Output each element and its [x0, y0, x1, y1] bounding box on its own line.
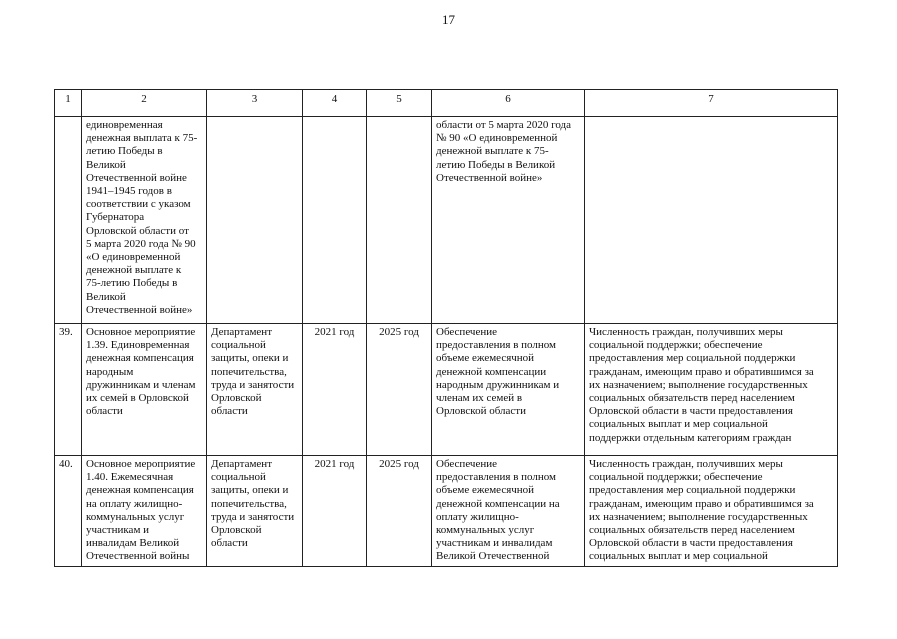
- row-number-cell: 39.: [55, 324, 82, 456]
- end-year-cell: 2025 год: [367, 324, 432, 456]
- executor-cell: Департамент социальной защиты, опеки и попечительства, труда и занятости Орловской области: [207, 456, 303, 567]
- executor-cell: Департамент социальной защиты, опеки и попечительства, труда и занятости Орловской области: [207, 324, 303, 456]
- expected-result-cell: области от 5 марта 2020 года № 90 «О единовременной денежной выплате к 75- летию Победы в Великой Отечественной войне»: [432, 117, 585, 324]
- column-header: 4: [303, 90, 367, 117]
- start-year-cell: 2021 год: [303, 324, 367, 456]
- column-header: 7: [585, 90, 838, 117]
- start-year-cell: 2021 год: [303, 456, 367, 567]
- column-header: 1: [55, 90, 82, 117]
- indicators-cell: [585, 117, 838, 324]
- table-row: [55, 117, 838, 324]
- column-header: 5: [367, 90, 432, 117]
- event-name-cell: Основное мероприятие 1.40. Ежемесячная денежная компенсация на оплату жилищно- коммунальных услуг участникам и инвалидам Великой Отечественной войны: [82, 456, 207, 567]
- column-header: 6: [432, 90, 585, 117]
- column-header: 3: [207, 90, 303, 117]
- start-year-cell: [303, 117, 367, 324]
- indicators-cell: Численность граждан, получивших меры социальной поддержки; обеспечение предоставления мер социальной поддержки гражданам, имеющим право и обратившимся за их назначением; выполнение государственных социальных обязательств перед населением Орловской области в части предоставления социальных выплат и мер социальной поддержки отдельным категориям граждан: [585, 324, 838, 456]
- expected-result-cell: Обеспечение предоставления в полном объеме ежемесячной денежной компенсации народным дружинникам и членам их семей в Орловской области: [432, 324, 585, 456]
- end-year-cell: 2025 год: [367, 456, 432, 567]
- event-name-cell: Основное мероприятие 1.39. Единовременная денежная компенсация народным дружинникам и членам их семей в Орловской области: [82, 324, 207, 456]
- table-row: [55, 456, 838, 567]
- end-year-cell: [367, 117, 432, 324]
- page-number: 17: [442, 12, 455, 27]
- row-number-cell: 40.: [55, 456, 82, 567]
- column-header: 2: [82, 90, 207, 117]
- expected-result-cell: Обеспечение предоставления в полном объеме ежемесячной денежной компенсации на оплату жилищно- коммунальных услуг участникам и инвалидам Великой Отечественной: [432, 456, 585, 567]
- executor-cell: [207, 117, 303, 324]
- table-row: [55, 324, 838, 456]
- event-name-cell: единовременная денежная выплата к 75- летию Победы в Великой Отечественной войне 1941–1945 годов в соответствии с указом Губернатора Орловской области от 5 марта 2020 года № 90 «О единовременной денежной выплате к 75-летию Победы в Великой Отечественной войне»: [82, 117, 207, 324]
- indicators-cell: Численность граждан, получивших меры социальной поддержки; обеспечение предоставления мер социальной поддержки гражданам, имеющим право и обратившимся за их назначением; выполнение государственных социальных обязательств перед населением Орловской области в части предоставления социальных выплат и мер социальной: [585, 456, 838, 567]
- table-header-row: [55, 90, 838, 117]
- row-number-cell: [55, 117, 82, 324]
- program-events-table: [54, 89, 838, 567]
